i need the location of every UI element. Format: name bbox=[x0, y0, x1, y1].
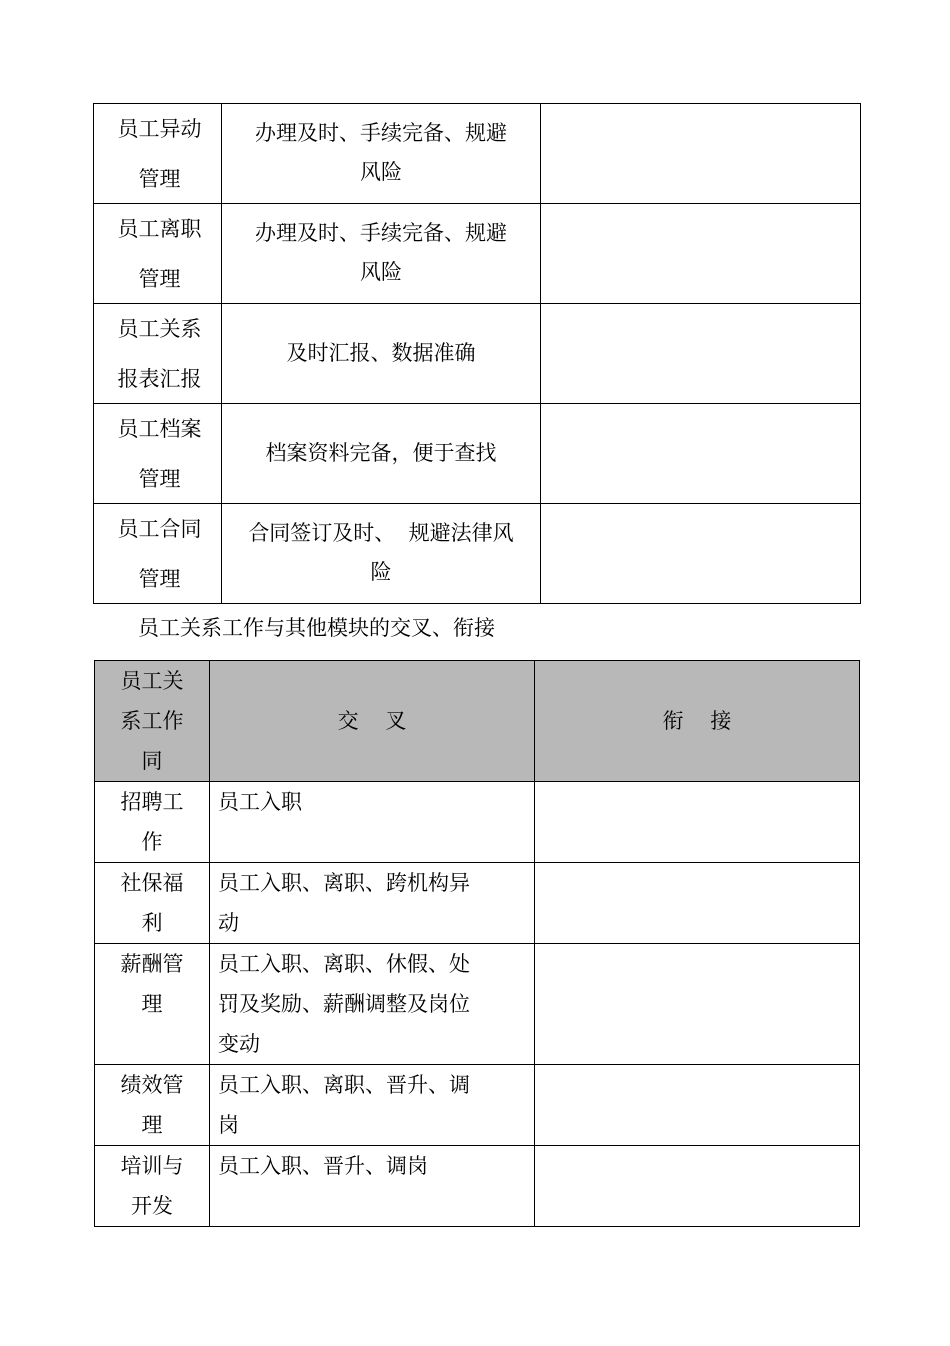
table-row bbox=[94, 304, 861, 404]
standard-cell bbox=[222, 204, 541, 304]
standard-line: 及时汇报、数据准确 bbox=[286, 341, 476, 365]
note-cell bbox=[541, 204, 861, 304]
cross-line: 员工入职、离职、休假、处 bbox=[218, 952, 470, 976]
standard-line: 险 bbox=[370, 560, 392, 584]
table-row bbox=[95, 1146, 860, 1227]
cross-cell bbox=[210, 782, 535, 863]
table-header-row bbox=[95, 661, 860, 782]
standard-cell bbox=[222, 104, 541, 204]
cross-line: 员工入职 bbox=[218, 790, 302, 814]
item-line: 员工异动 bbox=[117, 117, 202, 141]
item-cell bbox=[94, 104, 222, 204]
header-label: 交 叉 bbox=[337, 709, 407, 733]
note-cell bbox=[541, 404, 861, 504]
standard-cell bbox=[222, 304, 541, 404]
module-cell bbox=[95, 863, 210, 944]
cross-cell bbox=[210, 1065, 535, 1146]
module-cell bbox=[95, 944, 210, 1065]
module-line: 开发 bbox=[131, 1194, 173, 1218]
header-label: 衔 接 bbox=[662, 709, 732, 733]
link-cell bbox=[535, 1065, 860, 1146]
module-line: 薪酬管 bbox=[120, 952, 184, 976]
module-cell bbox=[95, 1146, 210, 1227]
link-cell bbox=[535, 782, 860, 863]
header-line: 系工作 bbox=[120, 709, 184, 733]
header-line: 员工关 bbox=[120, 669, 184, 693]
cross-line: 动 bbox=[218, 911, 239, 935]
standard-line: 合同签订及时、 规避法律风 bbox=[248, 521, 514, 545]
item-cell bbox=[94, 404, 222, 504]
module-cell bbox=[95, 1065, 210, 1146]
link-cell bbox=[535, 944, 860, 1065]
module-line: 利 bbox=[141, 911, 163, 935]
header-cell-module bbox=[95, 661, 210, 782]
table-row bbox=[95, 863, 860, 944]
module-line: 绩效管 bbox=[120, 1073, 184, 1097]
module-line: 社保福 bbox=[120, 871, 184, 895]
module-line: 招聘工 bbox=[120, 790, 184, 814]
standard-cell bbox=[222, 504, 541, 604]
module-line: 培训与 bbox=[120, 1154, 184, 1178]
standard-line: 档案资料完备，便于查找 bbox=[265, 441, 497, 465]
note-cell bbox=[541, 504, 861, 604]
item-line: 员工档案 bbox=[117, 417, 202, 441]
link-cell bbox=[535, 863, 860, 944]
item-cell bbox=[94, 504, 222, 604]
section-caption: 员工关系工作与其他模块的交叉、衔接 bbox=[138, 616, 495, 640]
cross-line: 岗 bbox=[218, 1113, 239, 1137]
cross-line: 员工入职、离职、跨机构异 bbox=[218, 871, 470, 895]
link-cell bbox=[535, 1146, 860, 1227]
module-cell bbox=[95, 782, 210, 863]
item-line: 员工关系 bbox=[117, 317, 202, 341]
item-line: 管理 bbox=[138, 167, 181, 191]
module-line: 作 bbox=[141, 830, 163, 854]
cross-cell bbox=[210, 863, 535, 944]
item-line: 管理 bbox=[138, 467, 181, 491]
module-line: 理 bbox=[141, 992, 163, 1016]
table-row bbox=[94, 404, 861, 504]
item-line: 报表汇报 bbox=[117, 367, 202, 391]
header-line: 同 bbox=[141, 749, 163, 773]
table-row bbox=[94, 504, 861, 604]
item-line: 员工合同 bbox=[117, 517, 202, 541]
table-row bbox=[94, 204, 861, 304]
table-row bbox=[94, 104, 861, 204]
item-cell bbox=[94, 304, 222, 404]
standard-line: 办理及时、手续完备、规避 bbox=[255, 221, 507, 245]
item-line: 管理 bbox=[138, 267, 181, 291]
note-cell bbox=[541, 304, 861, 404]
cross-line: 罚及奖励、薪酬调整及岗位 bbox=[218, 992, 470, 1016]
table-row bbox=[95, 782, 860, 863]
standard-cell bbox=[222, 404, 541, 504]
note-cell bbox=[541, 104, 861, 204]
standard-line: 风险 bbox=[360, 160, 402, 184]
module-line: 理 bbox=[141, 1113, 163, 1137]
standard-line: 风险 bbox=[360, 260, 402, 284]
header-cell-cross bbox=[210, 661, 535, 782]
cross-cell bbox=[210, 944, 535, 1065]
duty-standard-table bbox=[93, 103, 861, 604]
module-crossover-table bbox=[94, 660, 860, 1227]
table-row bbox=[95, 944, 860, 1065]
item-cell bbox=[94, 204, 222, 304]
cross-line: 变动 bbox=[218, 1032, 260, 1056]
item-line: 员工离职 bbox=[117, 217, 202, 241]
item-line: 管理 bbox=[138, 567, 181, 591]
cross-line: 员工入职、晋升、调岗 bbox=[218, 1154, 428, 1178]
header-cell-link bbox=[535, 661, 860, 782]
cross-cell bbox=[210, 1146, 535, 1227]
cross-line: 员工入职、离职、晋升、调 bbox=[218, 1073, 470, 1097]
standard-line: 办理及时、手续完备、规避 bbox=[255, 121, 507, 145]
table-row bbox=[95, 1065, 860, 1146]
